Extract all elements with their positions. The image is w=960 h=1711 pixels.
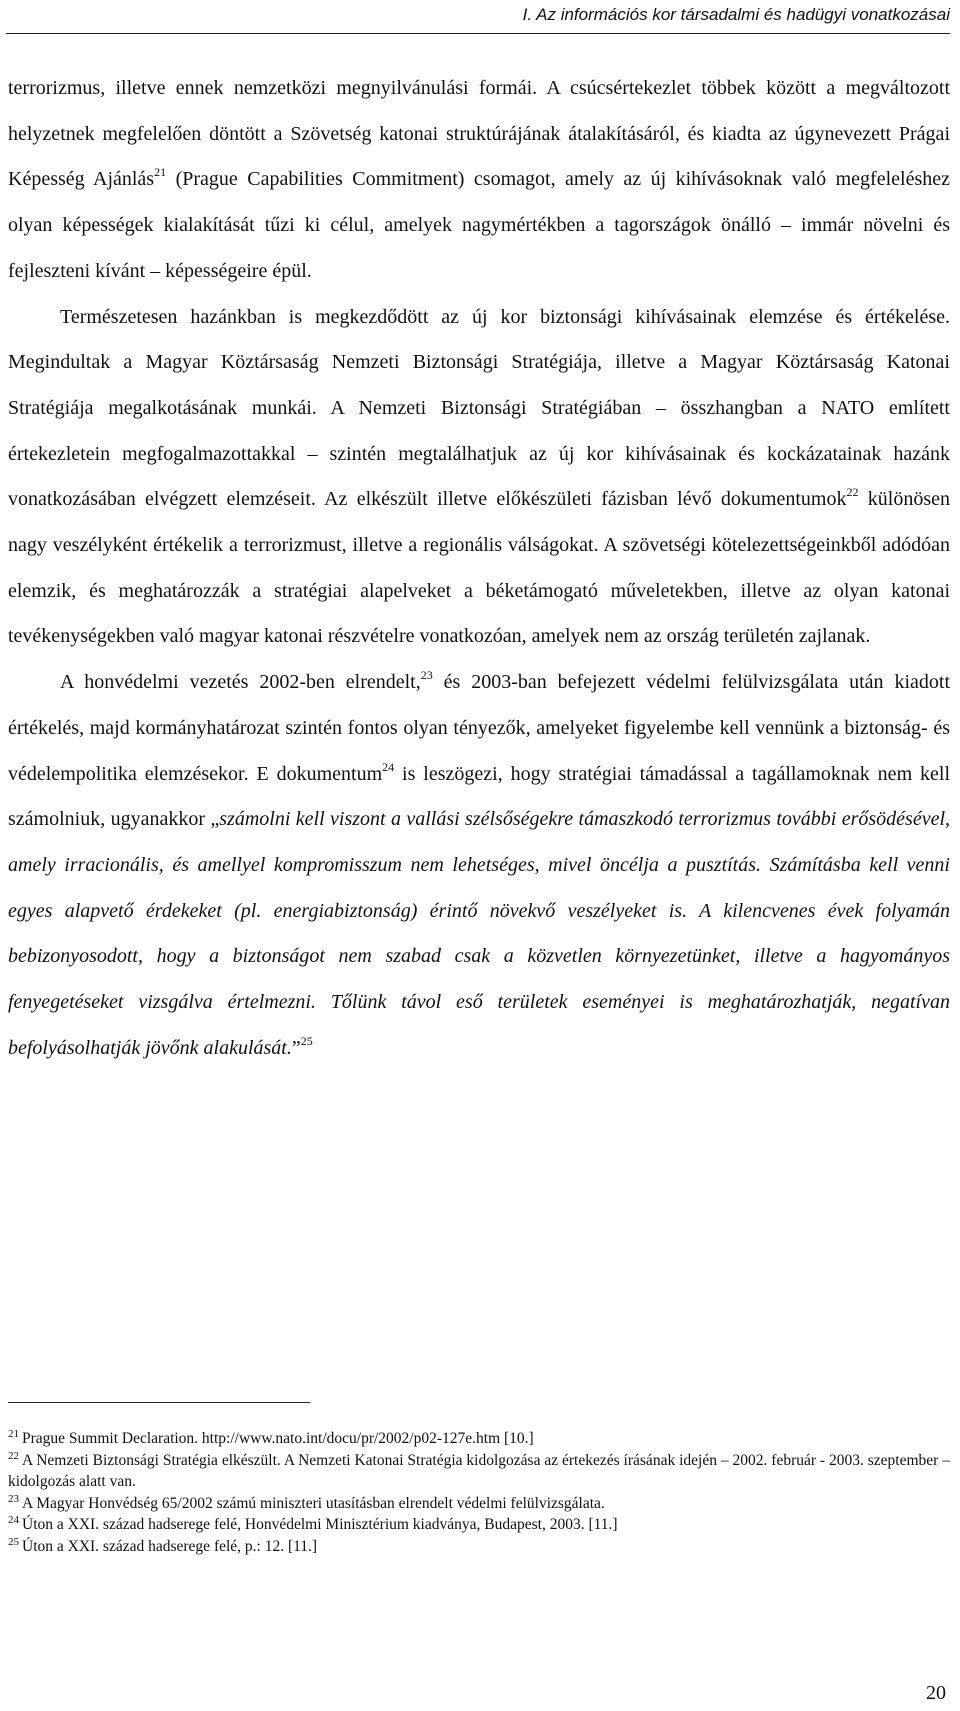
paragraph-3-text-b: és 2003-ban befejezett védelmi felülvizsgálata után kiadott értékelés, majd kormányhatározat szintén fontos olyan tényezők, amelyeket figyelembe kell vennünk a biztonság- és védelempolitika elemzésekor. E dokumentum bbox=[8, 671, 950, 785]
footnote-text: Úton a XXI. század hadserege felé, p.: 12. [11.] bbox=[22, 1537, 318, 1555]
footnote-number: 21 bbox=[8, 1428, 19, 1440]
footnote-25 bbox=[8, 1536, 950, 1558]
footnote-number: 24 bbox=[8, 1514, 19, 1527]
body-text bbox=[8, 66, 950, 1071]
footnote-ref-25[interactable]: 25 bbox=[300, 1033, 313, 1048]
page-number: 20 bbox=[926, 1682, 946, 1704]
footnote-text: Úton a XXI. század hadserege felé, Honvédelmi Minisztérium kiadványa, Budapest, 2003. [11.] bbox=[22, 1516, 618, 1534]
footnote-ref-21[interactable]: 21 bbox=[154, 165, 167, 180]
footnote-text: A Magyar Honvédség 65/2002 számú miniszteri utasításban elrendelt védelmi felülvizsgálata. bbox=[22, 1494, 605, 1512]
quoted-passage: számolni kell viszont a vallási szélsőségekre támaszkodó terrorizmus további erősödésével, amely irracionális, és amellyel kompromisszum nem lehetséges, mivel öncélja a pusztítás. Számításba kell venni egyes alapvető érdekeket (pl. energiabiztonság) érintő növekvő veszélyeket is. A kilencvenes évek folyamán bebizonyosodott, hogy a biztonságot nem szabad csak a közvetlen környezetünket, illetve a hagyományos fenyegetéseket vizsgálva értelmezni. Tőlünk távol eső területek eseményei is meghatározhatják, negatívan befolyásolhatják jövőnk alakulását. bbox=[8, 808, 951, 1059]
header-rule bbox=[6, 33, 950, 34]
footnote-number: 22 bbox=[8, 1449, 19, 1462]
paragraph-3-text-c: is leszögezi, hogy stratégiai támadással a tagállamoknak nem kell számolniuk, ugyanakkor „ bbox=[8, 762, 951, 831]
paragraph-1-text-b: (Prague Capabilities Commitment) csomagot, amely az új kihívásoknak való megfeleléshez olyan képességek kialakítását tűzi ki célul, amelyek nagymértékben a tagországok önálló – immár növelni és fejleszteni kívánt – képességeire épül. bbox=[8, 168, 950, 282]
paragraph-1-text-a: terrorizmus, illetve ennek nemzetközi megnyilvánulási formái. A csúcsértekezlet többek között a megváltozott helyzetnek megfelelően döntött a Szövetség katonai struktúrájának átalakításáról, és kiadta az úgynevezett Prágai Képesség Ajánlás bbox=[8, 77, 950, 191]
footnote-23 bbox=[8, 1493, 950, 1515]
footnote-text: A Nemzeti Biztonsági Stratégia elkészült. A Nemzeti Katonai Stratégia kidolgozása az értekezés írásának idején – 2002. február - 2003. szeptember – kidolgozás alatt van. bbox=[8, 1451, 950, 1491]
closing-quote: ” bbox=[291, 1036, 301, 1059]
paragraph-2-text-a: Természetesen hazánkban is megkezdődött az új kor biztonsági kihívásainak elemzése és értékelése. Megindultak a Magyar Köztársaság Nemzeti Biztonsági Stratégiája, illetve a Magyar Köztársaság Katonai Stratégiája megalkotásának munkái. A Nemzeti Biztonsági Stratégiában – összhangban a NATO említett értekezletein megfogalmazottakkal – szintén megtalálhatjuk az új kor kihívásainak és kockázatainak hazánk vonatkozásában elvégzett elemzéseit. Az elkészült illetve előkészületi fázisban lévő dokumentumok bbox=[8, 305, 950, 511]
paragraph-3-text-a: A honvédelmi vezetés 2002-ben elrendelt, bbox=[60, 671, 421, 694]
footnote-number: 25 bbox=[8, 1535, 19, 1548]
footnote-number: 23 bbox=[8, 1492, 19, 1505]
paragraph-2 bbox=[8, 295, 950, 661]
footnote-ref-23[interactable]: 23 bbox=[420, 668, 433, 683]
footnote-22 bbox=[8, 1450, 950, 1493]
footnote-ref-22[interactable]: 22 bbox=[846, 485, 859, 500]
footnotes bbox=[8, 1428, 950, 1558]
paragraph-1 bbox=[8, 66, 950, 295]
footnote-24 bbox=[8, 1514, 950, 1536]
footnote-separator bbox=[8, 1402, 310, 1403]
running-header: I. Az információs kor társadalmi és hadügyi vonatkozásai bbox=[522, 5, 950, 24]
paragraph-3 bbox=[8, 660, 950, 1071]
paragraph-2-text-b: különösen nagy veszélyként értékelik a terrorizmust, illetve a regionális válságokat. A szövetségi kötelezettségeinkből adódóan elemzik, és meghatározzák a stratégiai alapelveket a béketámogató műveletekben, illetve az olyan katonai tevékenységekben való magyar katonai részvételre vonatkozóan, amelyek nem az ország területén zajlanak. bbox=[8, 488, 950, 648]
footnote-text: Prague Summit Declaration. http://www.nato.int/docu/pr/2002/p02-127e.htm [10.] bbox=[22, 1430, 534, 1447]
footnote-ref-24[interactable]: 24 bbox=[382, 759, 395, 774]
footnote-21 bbox=[8, 1428, 950, 1450]
